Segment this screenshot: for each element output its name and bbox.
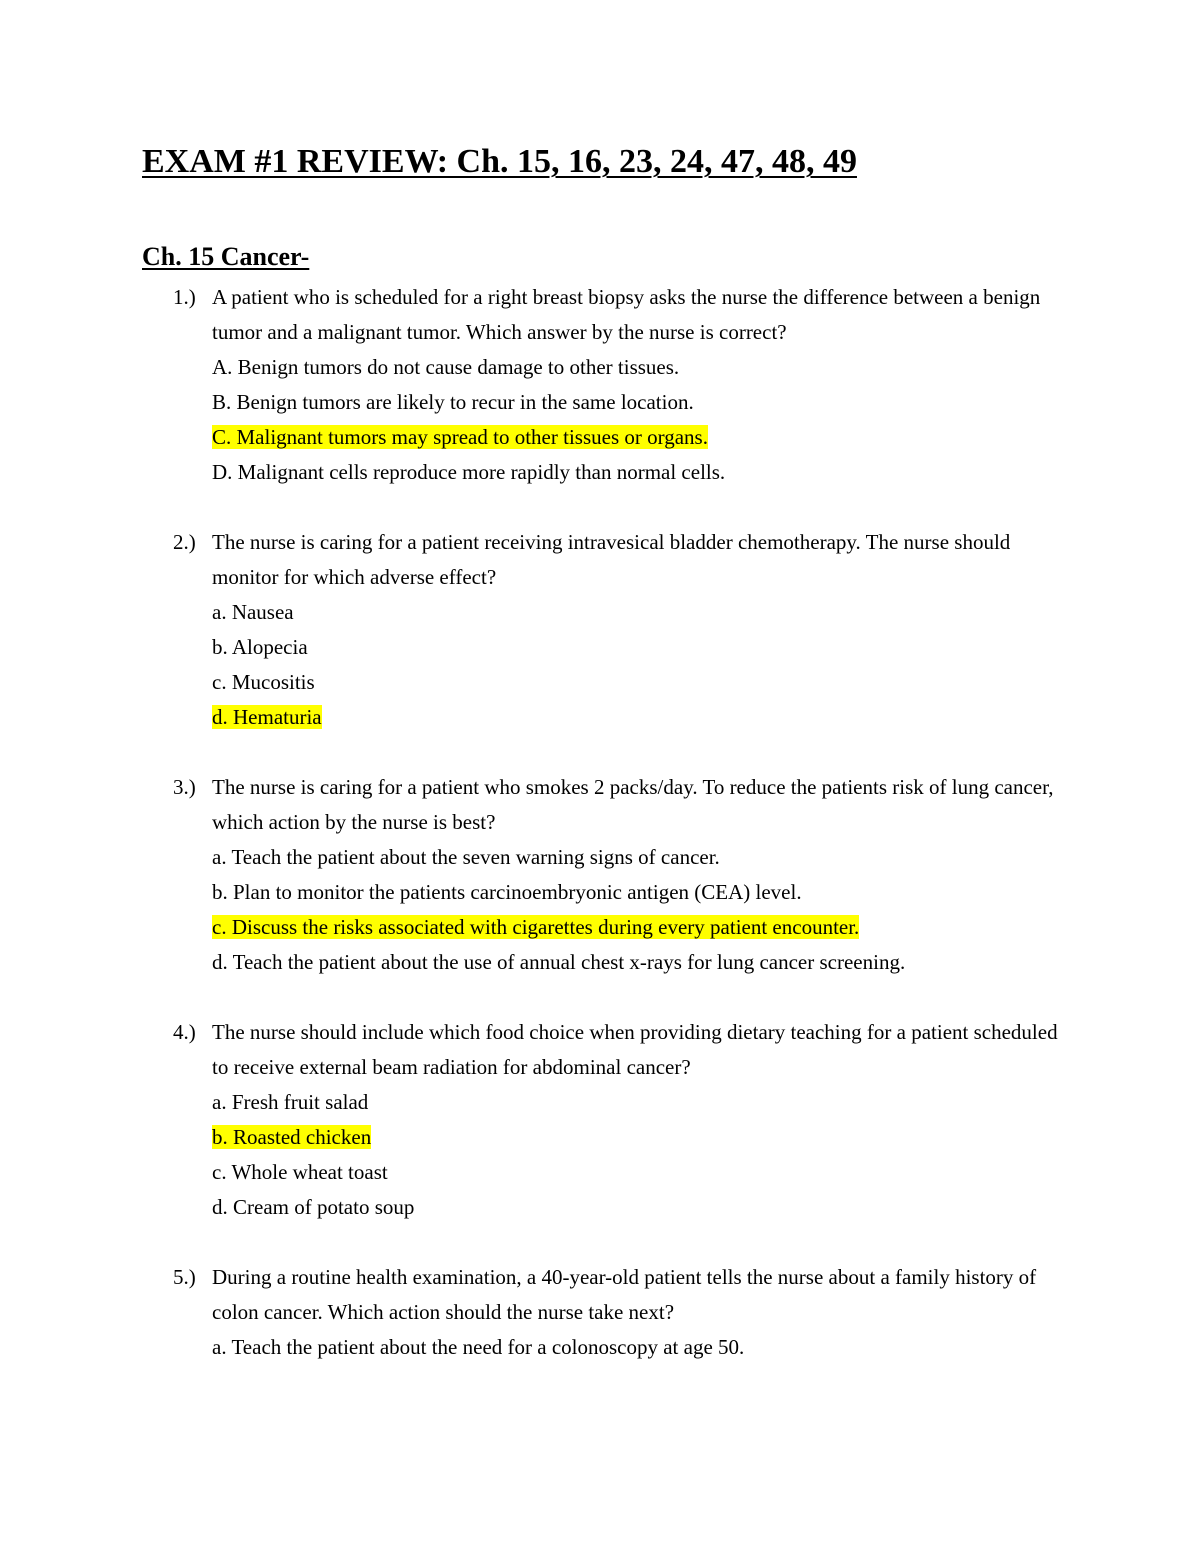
question-number: 2.) [173,530,196,554]
question-number: 1.) [173,285,196,309]
question-number: 5.) [173,1265,196,1289]
question-text: The nurse is caring for a patient receiving intravesical bladder chemotherapy. The nurse should monitor for which adverse effect? [212,530,1011,589]
highlighted-answer-option: d. Hematuria [212,705,322,729]
question-4 [0,1015,1200,1225]
highlighted-answer-option: c. Discuss the risks associated with cigarettes during every patient encounter. [212,915,860,939]
answer-option: c. Whole wheat toast [212,1160,388,1184]
chapter-heading: Ch. 15 Cancer- [142,242,310,271]
question-text: The nurse should include which food choice when providing dietary teaching for a patient scheduled to receive external beam radiation for abdominal cancer? [212,1020,1058,1079]
page-title: EXAM #1 REVIEW: Ch. 15, 16, 23, 24, 47, 48, 49 [142,143,857,180]
answer-option: a. Teach the patient about the seven warning signs of cancer. [212,845,720,869]
answer-option: a. Teach the patient about the need for a colonoscopy at age 50. [212,1335,745,1359]
highlighted-answer-option: C. Malignant tumors may spread to other tissues or organs. [212,425,708,449]
answer-option: b. Plan to monitor the patients carcinoembryonic antigen (CEA) level. [212,880,802,904]
question-1 [0,280,1200,490]
question-2 [0,525,1200,735]
question-number: 3.) [173,775,196,799]
question-text: The nurse is caring for a patient who smokes 2 packs/day. To reduce the patients risk of lung cancer, which action by the nurse is best? [212,775,1054,834]
question-5 [0,1260,1200,1365]
answer-option: c. Mucositis [212,670,315,694]
highlighted-answer-option: b. Roasted chicken [212,1125,372,1149]
question-text: A patient who is scheduled for a right breast biopsy asks the nurse the difference between a benign tumor and a malignant tumor. Which answer by the nurse is correct? [212,285,1041,344]
answer-option: d. Teach the patient about the use of annual chest x-rays for lung cancer screening. [212,950,906,974]
answer-option: b. Alopecia [212,635,308,659]
answer-option: a. Fresh fruit salad [212,1090,369,1114]
question-body [212,280,1062,490]
answer-option: B. Benign tumors are likely to recur in the same location. [212,390,694,414]
question-3 [0,770,1200,980]
answer-option: A. Benign tumors do not cause damage to other tissues. [212,355,680,379]
question-number: 4.) [173,1020,196,1044]
question-list [0,280,1200,1400]
question-body [212,1015,1062,1225]
answer-option: a. Nausea [212,600,294,624]
question-body [212,1260,1062,1365]
question-text: During a routine health examination, a 40-year-old patient tells the nurse about a family history of colon cancer. Which action should the nurse take next? [212,1265,1037,1324]
question-body [212,770,1062,980]
answer-option: D. Malignant cells reproduce more rapidly than normal cells. [212,460,726,484]
answer-option: d. Cream of potato soup [212,1195,415,1219]
question-body [212,525,1062,735]
